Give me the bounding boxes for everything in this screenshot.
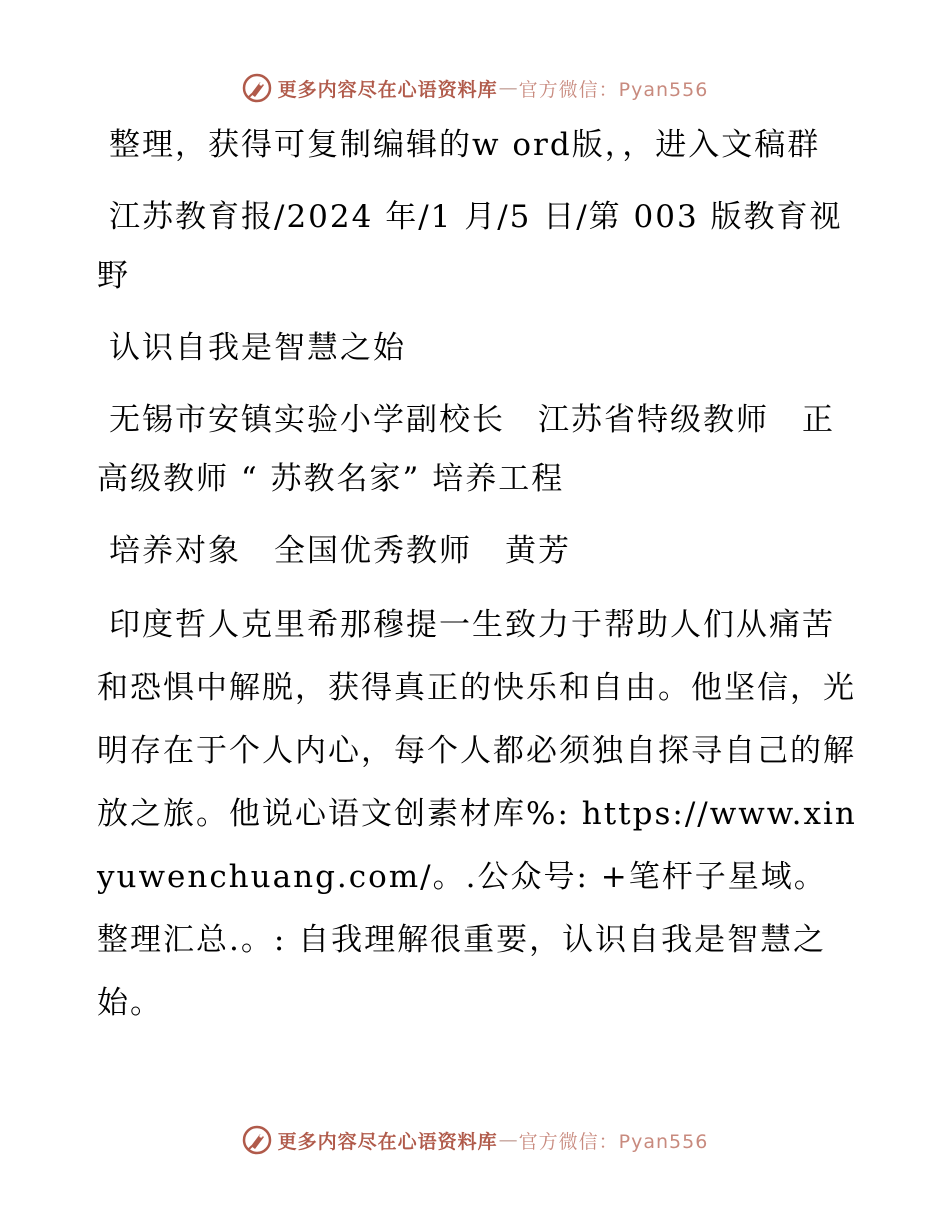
watermark-dash: — <box>498 1129 518 1151</box>
author-name-line: 培养对象 全国优秀教师 黄芳 <box>109 533 571 569</box>
paragraph-intro-note: 整理，获得可复制编辑的w ord版，，进入文稿群 <box>109 127 821 163</box>
article-title: 认识自我是智慧之始 <box>109 330 406 366</box>
footer-watermark <box>0 1120 950 1160</box>
paragraph-source-citation: 江苏教育报/2024 年/1 月/5 日/第 003 版教育视野 <box>97 199 843 294</box>
body-paragraph: 印度哲人克里希那穆提一生致力于帮助人们从痛苦和恐惧中解脱，获得真正的快乐和自由。他坚信，光明存在于个人内心，每个人都必须独自探寻自己的解放之旅。他说心语文创素材库%: https://www.xinyuwenchuang.com/。.公众号: +笔杆子星域。整理汇总.。: 自我理解很重要，认识自我是智慧之始。 <box>97 607 857 1021</box>
document-body <box>97 116 857 1048</box>
watermark-contact-text: 官方微信：Pyan556 <box>518 1130 709 1153</box>
watermark-brand-text: 更多内容尽在心语资料库 <box>277 1130 498 1153</box>
watermark-contact-text: 官方微信：Pyan556 <box>518 78 709 101</box>
pen-nib-logo-icon <box>242 73 272 103</box>
watermark-dash: — <box>498 77 518 99</box>
header-watermark <box>0 68 950 108</box>
pen-nib-logo-icon <box>242 1125 272 1155</box>
author-credentials: 无锡市安镇实验小学副校长 江苏省特级教师 正高级教师 “ 苏教名家” 培养工程 <box>97 402 835 497</box>
watermark-brand-text: 更多内容尽在心语资料库 <box>277 78 498 101</box>
